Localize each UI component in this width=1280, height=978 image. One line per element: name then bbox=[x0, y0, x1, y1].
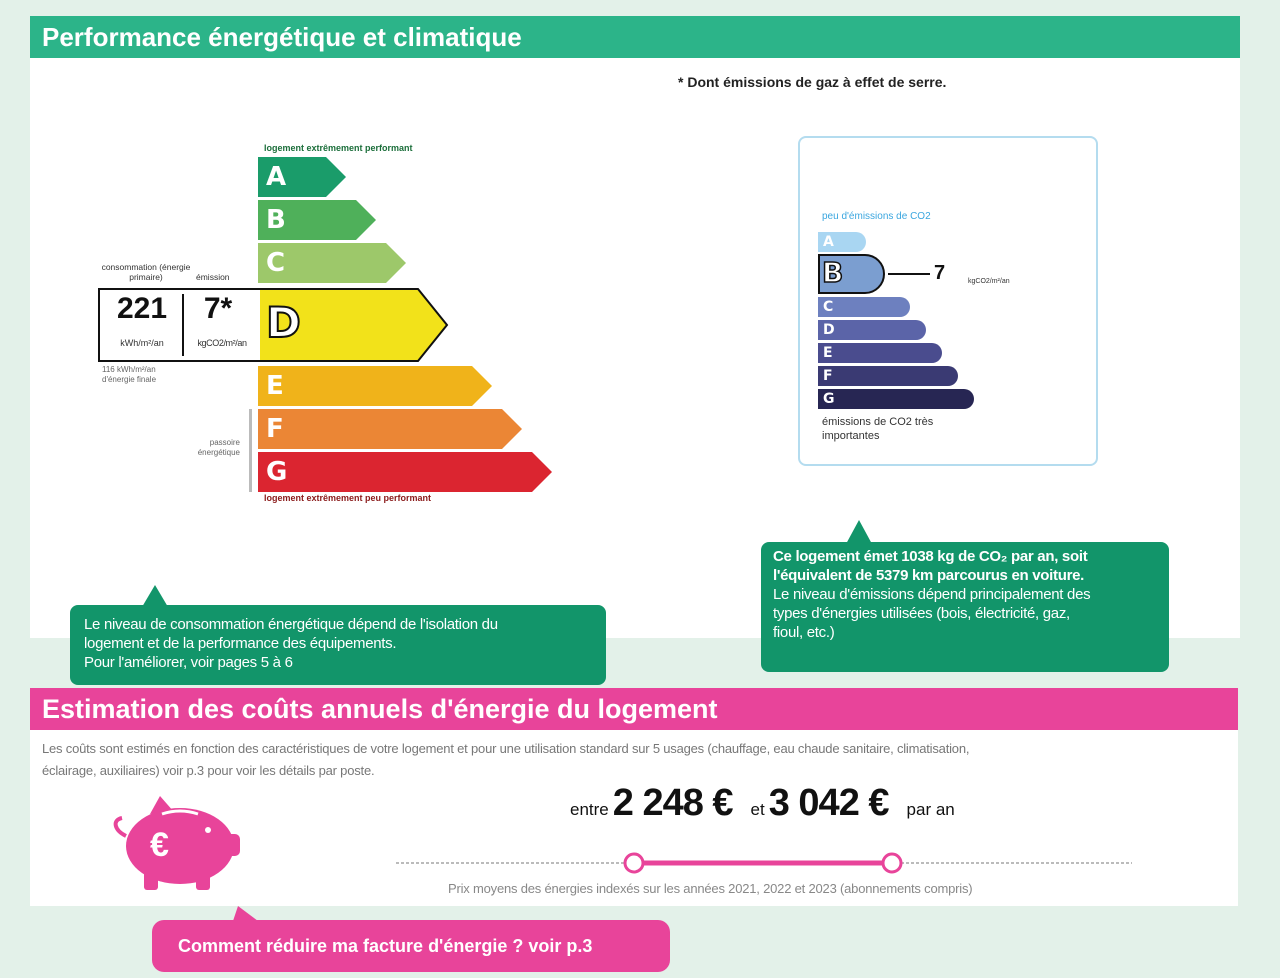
ges-value-line bbox=[888, 273, 930, 275]
costs-description-line2: éclairage, auxiliaires) voir p.3 pour voir les détails par poste. bbox=[42, 763, 375, 778]
ges-class-e bbox=[818, 343, 944, 363]
ges-class-b-letter: B bbox=[822, 256, 844, 289]
energy-class-d bbox=[258, 288, 450, 362]
ghg-footnote: * Dont émissions de gaz à effet de serre. bbox=[678, 74, 947, 90]
callout-right-pointer-shape bbox=[846, 520, 872, 544]
energy-bottom-label: logement extrêmement peu performant bbox=[264, 493, 432, 503]
callout-energy-line1: Le niveau de consommation énergétique dépend de l'isolation du bbox=[84, 616, 498, 633]
callout-emission-line4: types d'énergies utilisées (bois, électricité, gaz, bbox=[773, 605, 1070, 622]
energy-class-a-letter: A bbox=[266, 162, 287, 192]
energy-class-c bbox=[258, 243, 408, 283]
cta-reduce-bill-label: Comment réduire ma facture d'énergie ? voir p.3 bbox=[178, 935, 593, 956]
cost-range-slider-shape bbox=[396, 848, 1132, 878]
section-title-energy: Performance énergétique et climatique bbox=[42, 21, 522, 52]
callout-emission-info bbox=[761, 542, 1169, 672]
cost-range bbox=[570, 782, 955, 825]
energy-class-e-shape bbox=[258, 366, 494, 406]
ges-class-e-shape bbox=[818, 343, 944, 363]
ges-class-e-letter: E bbox=[823, 345, 833, 361]
ges-class-f-letter: F bbox=[823, 368, 833, 384]
cost-prefix: entre bbox=[570, 800, 609, 819]
consumption-header: consommation (énergie primaire) bbox=[101, 262, 191, 282]
consumption-unit: kWh/m²/an bbox=[120, 338, 164, 348]
section-header-costs bbox=[30, 688, 1238, 730]
cost-mid: et bbox=[750, 800, 765, 819]
costs-description-line1: Les coûts sont estimés en fonction des caractéristiques de votre logement et pour une utilisation standard sur 5 usages (chauffage, eau chaude sanitaire, climatisation, bbox=[42, 741, 970, 756]
energy-class-g-shape bbox=[258, 452, 554, 492]
section-header-energy bbox=[30, 16, 1240, 58]
energy-class-c-letter: C bbox=[266, 248, 286, 278]
euro-symbol: € bbox=[150, 826, 169, 864]
callout-left-pointer-shape bbox=[142, 585, 168, 607]
cost-min: 2 248 € bbox=[612, 782, 733, 824]
passoire-label: passoire énergétique bbox=[197, 438, 240, 457]
final-energy-note: 116 kWh/m²/an d'énergie finale bbox=[102, 365, 157, 384]
costs-description bbox=[42, 738, 1222, 782]
consumption-value: 221 bbox=[116, 292, 168, 325]
cost-max: 3 042 € bbox=[768, 782, 889, 824]
prices-note: Prix moyens des énergies indexés sur les années 2021, 2022 et 2023 (abonnements compris) bbox=[448, 881, 973, 896]
energy-class-e bbox=[258, 366, 494, 406]
energy-class-d-letter: D bbox=[266, 298, 301, 347]
ges-class-a-letter: A bbox=[823, 234, 834, 250]
ges-value: 7 bbox=[934, 262, 946, 284]
energy-class-f bbox=[258, 409, 524, 449]
piggy-bank-icon bbox=[104, 796, 244, 892]
ges-class-g-letter: G bbox=[823, 391, 835, 407]
energy-class-f-shape bbox=[258, 409, 524, 449]
ges-top-label: peu d'émissions de CO2 bbox=[822, 211, 931, 222]
energy-class-e-letter: E bbox=[266, 371, 284, 401]
energy-class-g-letter: G bbox=[266, 457, 288, 487]
callout-emission-line1: Ce logement émet 1038 kg de CO₂ par an, soit bbox=[773, 548, 1088, 565]
energy-class-f-letter: F bbox=[266, 414, 284, 444]
energy-class-b bbox=[258, 200, 378, 240]
energy-class-a bbox=[258, 157, 348, 197]
ges-class-c bbox=[818, 297, 912, 317]
callout-energy-info bbox=[70, 605, 606, 685]
passoire-bracket bbox=[249, 409, 252, 492]
emission-header: émission bbox=[196, 272, 230, 282]
cost-suffix: par an bbox=[906, 800, 955, 819]
piggy-bank-icon-shape bbox=[104, 796, 244, 892]
energy-top-label: logement extrêmement performant bbox=[264, 143, 413, 153]
emission-value: 7* bbox=[203, 292, 233, 325]
callout-energy-line3: Pour l'améliorer, voir pages 5 à 6 bbox=[84, 654, 293, 671]
ges-class-g bbox=[818, 389, 976, 409]
cost-range-slider bbox=[396, 848, 1132, 878]
ges-class-b bbox=[818, 254, 886, 294]
section-title-costs: Estimation des coûts annuels d'énergie du logement bbox=[42, 693, 718, 724]
emission-unit: kgCO2/m²/an bbox=[197, 338, 247, 348]
callout-emission-line2: l'équivalent de 5379 km parcourus en voiture. bbox=[773, 567, 1085, 584]
energy-value-divider bbox=[182, 294, 184, 356]
callout-emission-line3: Le niveau d'émissions dépend principalement des bbox=[773, 586, 1091, 603]
ges-class-c-letter: C bbox=[823, 299, 834, 315]
ges-class-a bbox=[818, 232, 866, 252]
ges-bottom-label: émissions de CO2 très importantes bbox=[822, 416, 934, 442]
ges-class-f bbox=[818, 366, 960, 386]
ges-class-d-letter: D bbox=[823, 322, 835, 338]
energy-class-b-letter: B bbox=[266, 205, 286, 235]
ges-class-g-shape bbox=[818, 389, 976, 409]
energy-class-g bbox=[258, 452, 554, 492]
callout-emission-line5: fioul, etc.) bbox=[773, 624, 835, 641]
ges-class-f-shape bbox=[818, 366, 960, 386]
callout-energy-line2: logement et de la performance des équipements. bbox=[84, 635, 397, 652]
cta-reduce-bill[interactable] bbox=[152, 920, 670, 972]
ges-class-d bbox=[818, 320, 928, 340]
ges-unit: kgCO2/m²/an bbox=[968, 278, 1010, 285]
